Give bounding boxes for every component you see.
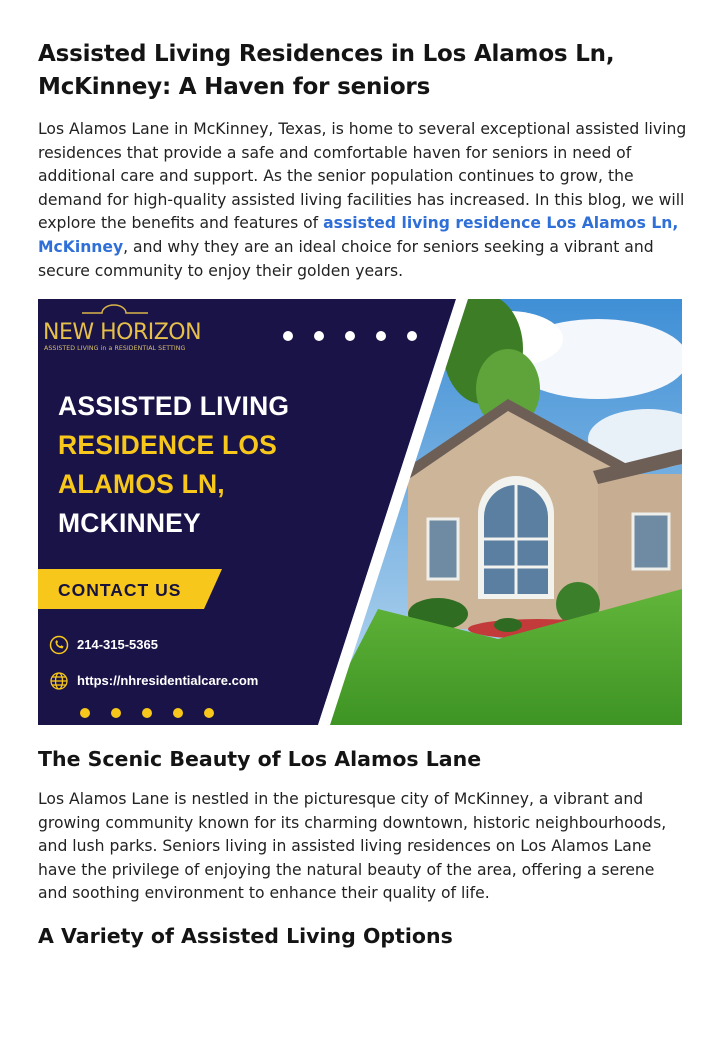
section-heading-options: A Variety of Assisted Living Options xyxy=(38,924,453,948)
residence-link[interactable]: assisted living residence Los Alamos Ln, McKinney xyxy=(38,214,679,256)
house-photo xyxy=(308,299,682,725)
phone-number[interactable]: 214-315-5365 xyxy=(77,637,158,652)
headline-line-2: RESIDENCE LOS xyxy=(58,430,278,460)
promo-banner xyxy=(38,299,682,725)
headline-line-3: ALAMOS LN, xyxy=(58,469,225,499)
website-link[interactable]: https://nhresidentialcare.com xyxy=(77,673,259,688)
phone-icon xyxy=(51,637,68,654)
intro-text-end: , and why they are an ideal choice for seniors seeking a vibrant and secure community to enjoy their golden years. xyxy=(38,237,654,280)
contact-us-button[interactable]: CONTACT US xyxy=(58,580,182,600)
logo-name: NEW HORIZON xyxy=(43,320,202,345)
headline-line-1: ASSISTED LIVING xyxy=(58,391,290,421)
banner-headline xyxy=(58,387,289,543)
globe-icon xyxy=(51,673,67,689)
decorative-dots-bottom xyxy=(80,708,214,718)
logo-tagline: ASSISTED LIVING in a RESIDENTIAL SETTING xyxy=(44,345,186,352)
page-title: Assisted Living Residences in Los Alamos Ln, McKinney: A Haven for seniors xyxy=(38,41,615,100)
decorative-dots-top xyxy=(283,331,417,341)
headline-line-4: MCKINNEY xyxy=(58,508,201,538)
intro-text-start: Los Alamos Lane in McKinney, Texas, is home to several exceptional assisted living residences that provide a safe and comfortable haven for seniors in need of additional care and support. As the senior population continues to grow, the demand for high-quality assisted living facilities has increased. In this blog, we will explore the benefits and features of xyxy=(38,120,687,233)
section-paragraph-scenic-beauty: Los Alamos Lane is nestled in the picturesque city of McKinney, a vibrant and growing community known for its charming downtown, historic neighbourhoods, and lush parks. Seniors living in assisted living residences on Los Alamos Lane have the privilege of enjoying the natural beauty of the area, offering a serene and soothing environment to enhance their quality of life. xyxy=(38,790,667,903)
section-heading-scenic-beauty: The Scenic Beauty of Los Alamos Lane xyxy=(38,747,482,771)
intro-paragraph xyxy=(38,118,688,283)
